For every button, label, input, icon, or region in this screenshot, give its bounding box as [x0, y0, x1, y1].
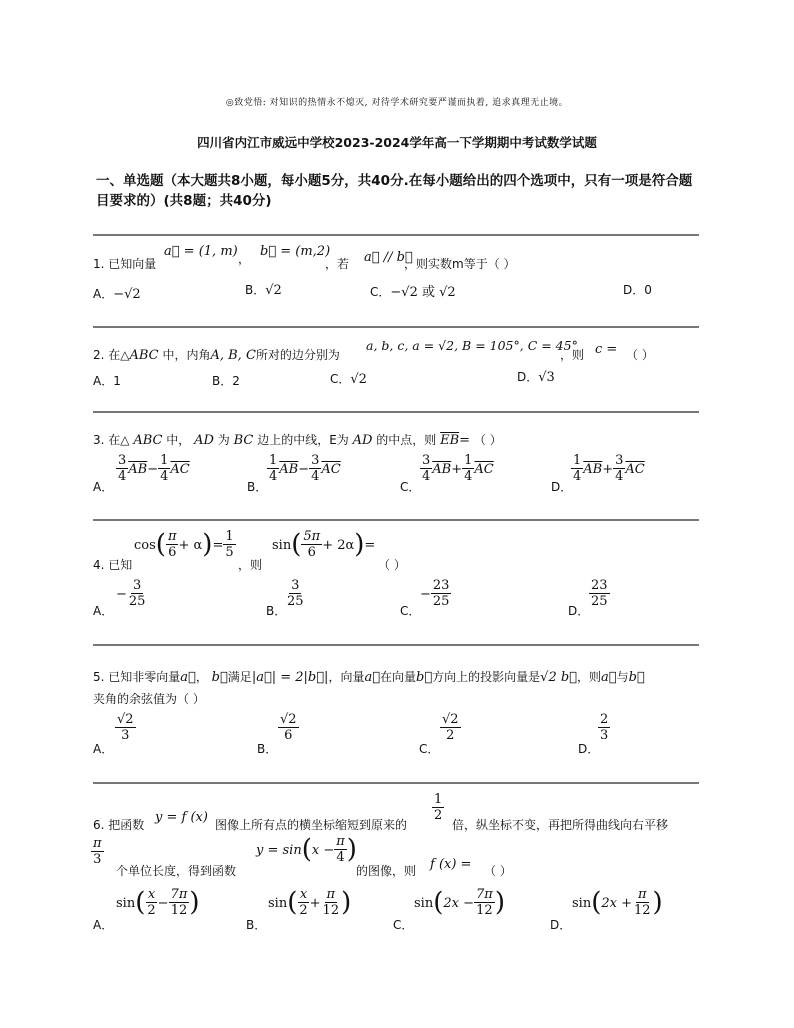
q2-option-b[interactable]: B．2 — [212, 374, 240, 388]
q1-option-c[interactable]: C．−√2 或 √2 — [370, 285, 456, 300]
q1-vector-a: a⃗ = (1, m) — [164, 244, 238, 259]
q5-option-b-label[interactable]: B． — [257, 742, 278, 756]
q6-result-function: y = sin(x − $\frac{\pi}{4}$ ) — [256, 834, 357, 865]
q4-paren: （ ） — [378, 558, 406, 572]
q4-option-c[interactable]: − $\frac{23}{25}$ — [420, 578, 450, 609]
q6-stem-d: 个单位长度，得到函数 — [116, 864, 237, 878]
q3-option-d-label[interactable]: D． — [551, 480, 573, 494]
q3-option-b[interactable]: $\frac{1}{4}$ $\overline{AB}-$ $\frac{3}{4}$ $\overline{AC}$ — [269, 453, 341, 484]
q6-stem: 6. 把函数 — [93, 818, 145, 832]
q5-stem-line2: 夹角的余弦值为（ ） — [93, 692, 205, 706]
q2-option-d[interactable]: D．√3 — [517, 370, 555, 385]
q6-option-c-label[interactable]: C． — [393, 918, 414, 932]
q3-option-a-label[interactable]: A． — [93, 480, 114, 494]
q3-option-a[interactable]: $\frac{3}{4}$ $\overline{AB}-$ $\frac{1}{4}$ $\overline{AC}$ — [118, 453, 190, 484]
q6-shift: $\frac{\pi}{3}$ — [93, 836, 102, 867]
q4-target: sin( $\frac{5\pi}{6}$ + 2α)= — [272, 529, 376, 560]
q1-option-d[interactable]: D．0 — [623, 283, 652, 297]
q4-option-d[interactable]: $\frac{23}{25}$ — [591, 578, 608, 609]
q6-stem-e: 的图像，则 — [356, 864, 417, 878]
q3-option-d[interactable]: $\frac{1}{4}$ $\overline{AB}+$ $\frac{3}{4}$ $\overline{AC}$ — [573, 453, 645, 484]
q6-function: y = f (x) — [155, 810, 208, 825]
q3-option-c-label[interactable]: C． — [400, 480, 421, 494]
q4-option-b-label[interactable]: B． — [266, 604, 287, 618]
q1-option-b[interactable]: B．√2 — [245, 283, 282, 298]
q2-paren: （ ） — [626, 348, 654, 362]
divider-line — [93, 519, 699, 521]
divider-line — [93, 644, 699, 646]
q2-then: ，则 — [560, 348, 585, 362]
q3-option-b-label[interactable]: B． — [247, 480, 268, 494]
q5-option-c-label[interactable]: C． — [419, 742, 440, 756]
q5-option-d[interactable]: $\frac{2}{3}$ — [600, 712, 609, 743]
divider-line — [93, 411, 699, 413]
q1-stem: 1. 已知向量 — [93, 257, 157, 271]
q4-option-d-label[interactable]: D． — [568, 604, 590, 618]
q5-option-d-label[interactable]: D． — [578, 742, 600, 756]
exam-title: 四川省内江市威远中学校2023-2024学年高一下学期期中考试数学试题 — [197, 135, 597, 150]
q6-option-a[interactable]: sin( $\frac{x}{2}$ − $\frac{7\pi}{12}$ ) — [116, 887, 200, 918]
q6-option-d[interactable]: sin(2x + $\frac{\pi}{12}$ ) — [572, 887, 663, 918]
q6-stem-b: 图像上所有点的横坐标缩短到原来的 — [215, 818, 408, 832]
q2-option-a[interactable]: A．1 — [93, 374, 121, 388]
q2-option-c[interactable]: C．√2 — [330, 372, 367, 387]
q2-stem: 2. 在△ABC 中，内角A, B, C所对的边分别为 — [93, 348, 340, 363]
q5-option-a[interactable]: $\frac{√2}{3}$ — [117, 712, 134, 743]
q6-ask: f (x) = — [430, 857, 472, 872]
q4-option-a[interactable]: − $\frac{3}{25}$ — [116, 578, 146, 609]
q4-stem: 4. 已知 — [93, 558, 133, 572]
section-heading: 一、单选题（本大题共8小题，每小题5分，共40分.在每小题给出的四个选项中，只有一项是符合题目要求的）(共8题；共40分) — [96, 173, 693, 209]
q1-parallel: a⃗ // b⃗ — [364, 250, 413, 265]
q6-option-b-label[interactable]: B． — [246, 918, 267, 932]
q6-stem-c: 倍，纵坐标不变，再把所得曲线向右平移 — [452, 818, 669, 832]
q1-option-a[interactable]: A．−√2 — [93, 287, 141, 302]
q6-option-d-label[interactable]: D． — [550, 918, 572, 932]
q6-half: $\frac{1}{2}$ — [434, 792, 443, 823]
divider-line — [93, 782, 699, 784]
q1-sep: ， — [238, 252, 251, 266]
q1-ask: ，则实数m等于（ ） — [404, 257, 516, 271]
q5-stem: 5. 已知非零向量a⃗， b⃗满足|a⃗| = 2|b⃗|，向量a⃗在向量b⃗方向上的投影向量是√2 b⃗，则a⃗与b⃗ — [93, 670, 645, 685]
q4-option-a-label[interactable]: A． — [93, 604, 114, 618]
q4-option-c-label[interactable]: C． — [400, 604, 421, 618]
q4-given: cos( $\frac{\pi}{6}$ + α)= $\frac{1}{5}$ — [134, 529, 234, 560]
q3-option-c[interactable]: $\frac{3}{4}$ $\overline{AB}+$ $\frac{1}{4}$ $\overline{AC}$ — [422, 453, 494, 484]
q5-option-b[interactable]: $\frac{√2}{6}$ — [280, 712, 297, 743]
q2-given: a, b, c, a = √2, B = 105°, C = 45° — [366, 338, 578, 353]
q6-paren: （ ） — [484, 864, 512, 878]
q4-option-b[interactable]: $\frac{3}{25}$ — [287, 578, 304, 609]
q3-stem: 3. 在△ ABC 中， AD 为 BC 边上的中线，E为 AD 的中点，则 $\overline{EB}=$ （ ） — [93, 433, 502, 448]
q2-ask: c = — [595, 342, 618, 357]
q6-option-c[interactable]: sin(2x − $\frac{7\pi}{12}$ ) — [414, 887, 505, 918]
q1-if: ，若 — [325, 257, 350, 271]
q5-option-c[interactable]: $\frac{√2}{2}$ — [442, 712, 459, 743]
q4-comma: ，则 — [238, 558, 263, 572]
q6-option-a-label[interactable]: A． — [93, 918, 114, 932]
q5-option-a-label[interactable]: A． — [93, 742, 114, 756]
motto-line: ◎致党悟: 对知识的热情永不熄灭, 对待学术研究要严谨而执着, 追求真理无止境。 — [225, 98, 569, 108]
divider-line — [93, 326, 699, 328]
q1-vector-b: b⃗ = (m,2) — [260, 244, 331, 259]
q6-option-b[interactable]: sin( $\frac{x}{2}$ + $\frac{\pi}{12}$ ) — [268, 887, 352, 918]
divider-line — [93, 234, 699, 236]
